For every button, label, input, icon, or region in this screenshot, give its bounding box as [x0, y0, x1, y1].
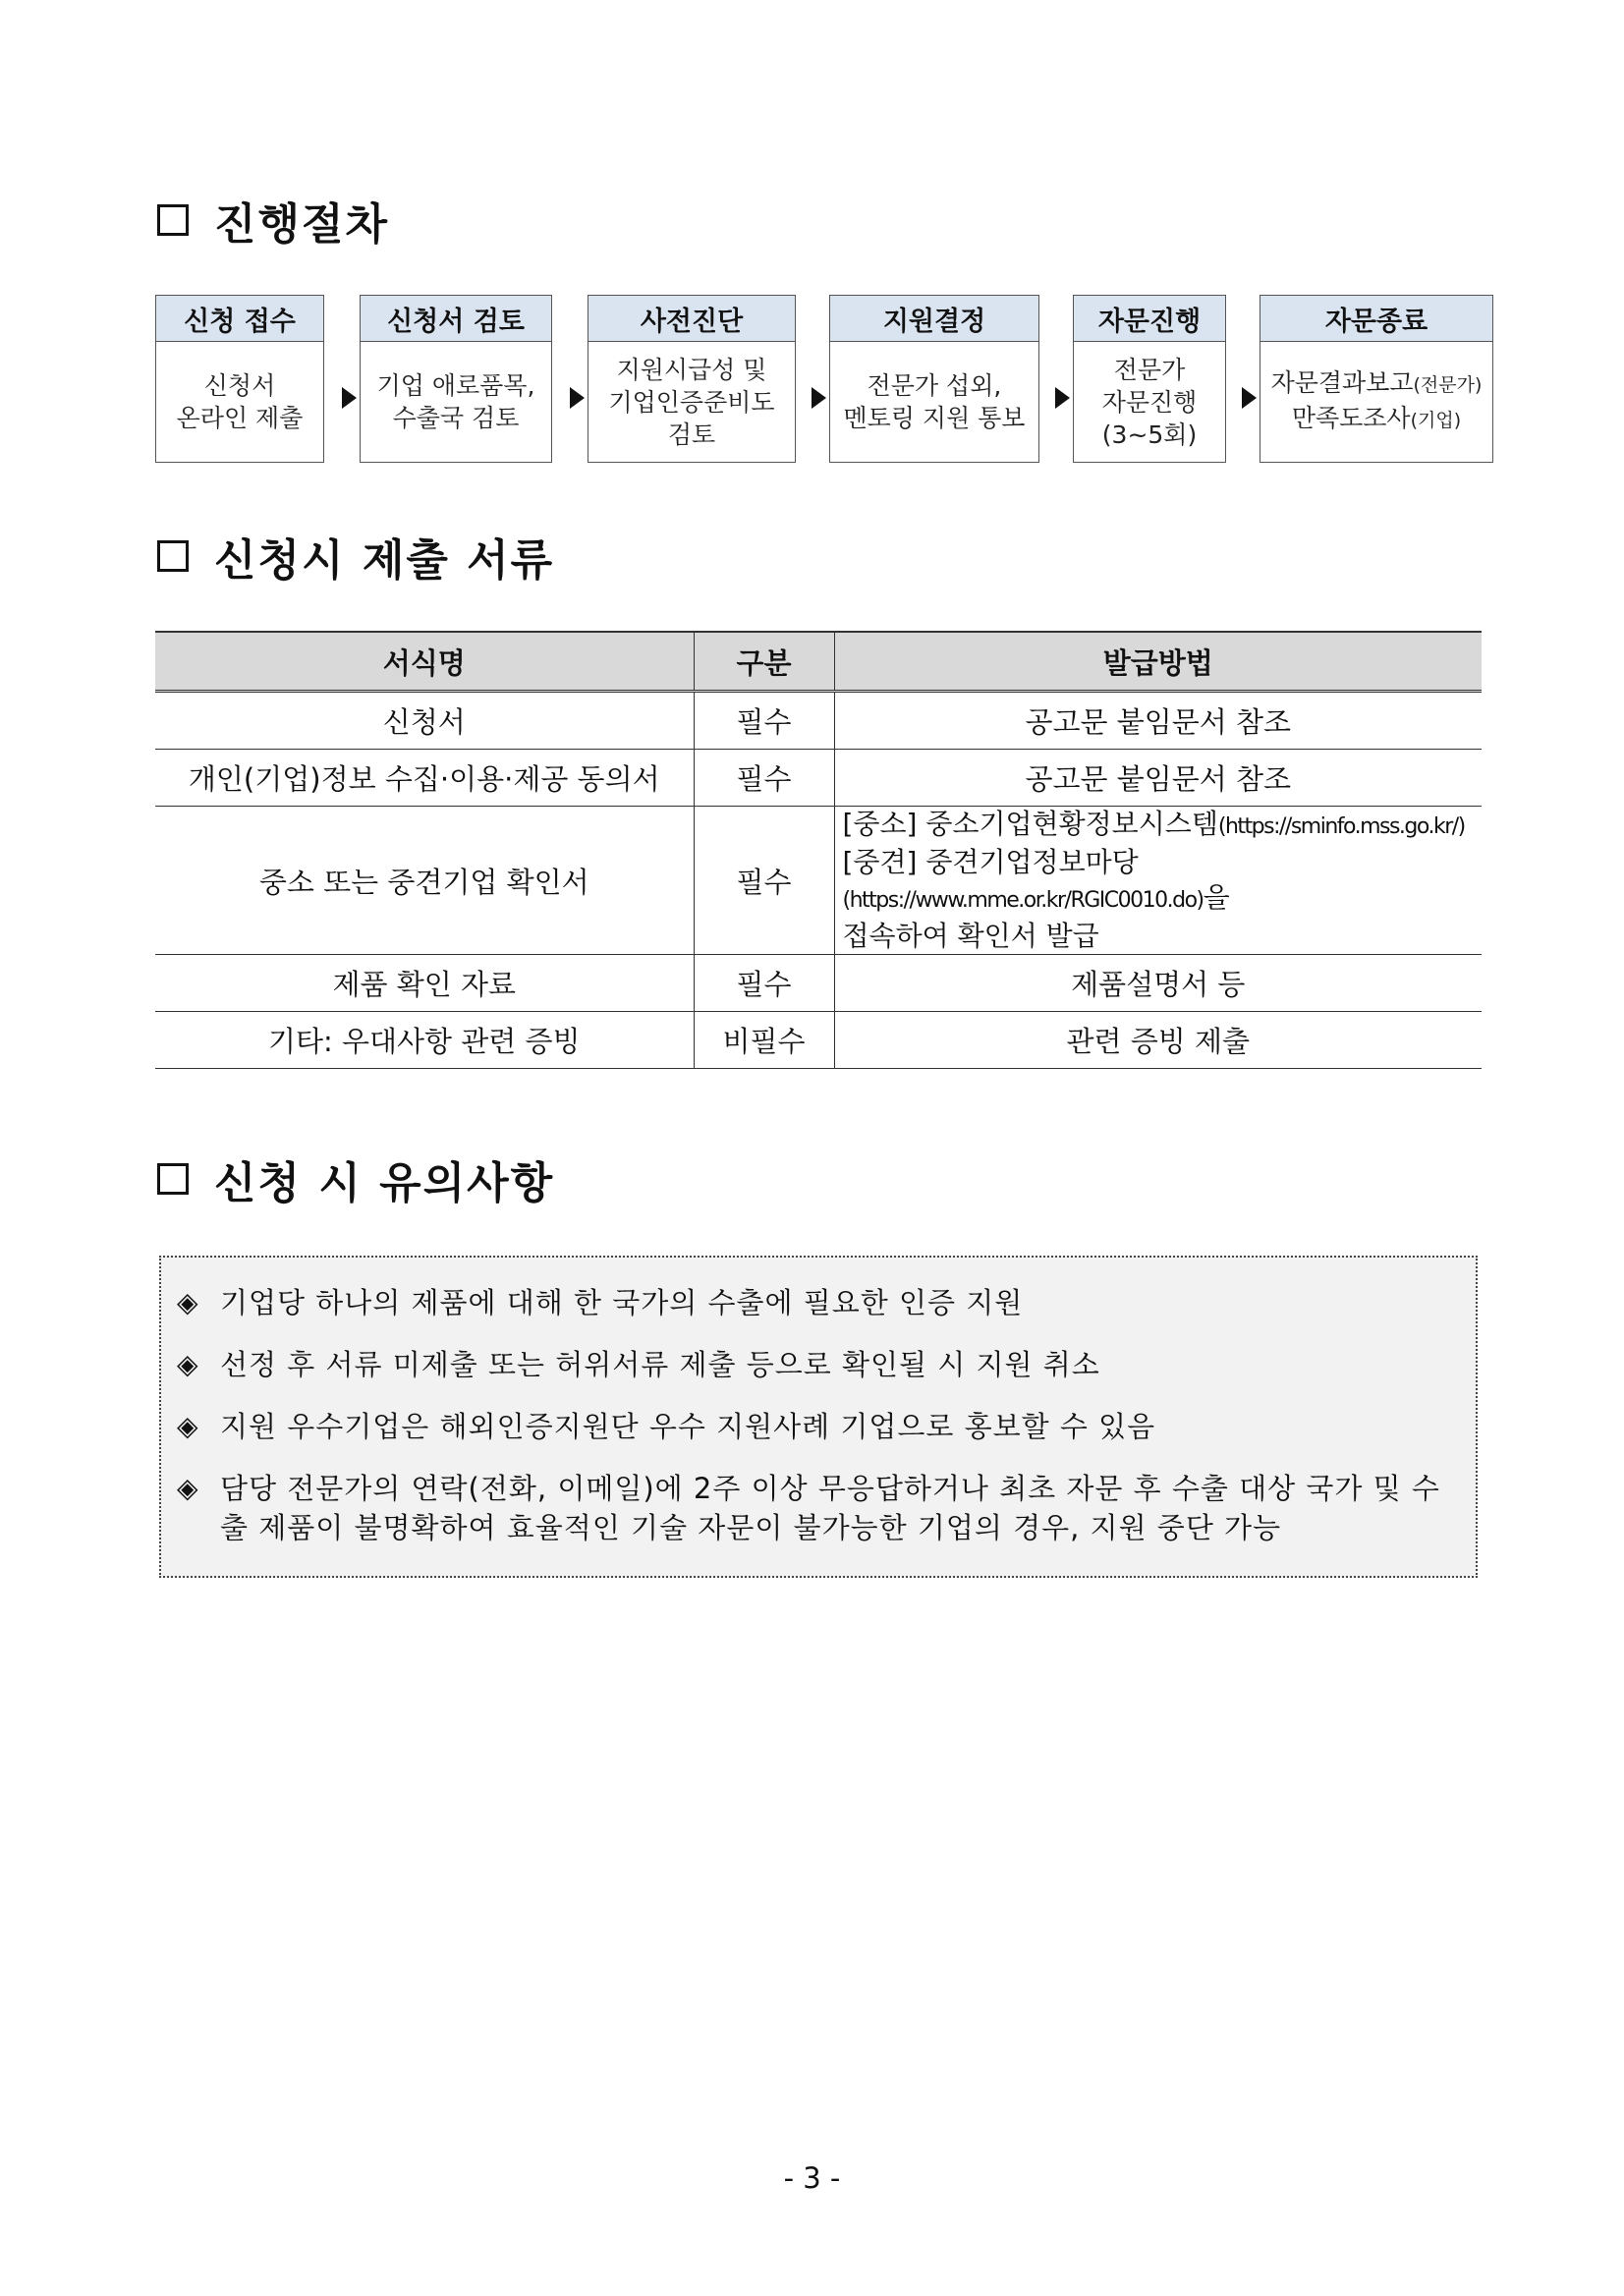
step-title: 사전진단 — [588, 296, 795, 342]
section-title-notes: 신청 시 유의사항 — [157, 1148, 554, 1210]
section-title-documents: 신청시 제출 서류 — [157, 525, 554, 588]
page-number: - 3 - — [783, 2161, 841, 2195]
issuance-method-cell: [중소] 중소기업현황정보시스템(https://sminfo.mss.go.kr/) [중견] 중견기업정보마당(https://www.mme.or.kr/RGIC0010.do)을 접속하여 확인서 발급 — [834, 807, 1482, 955]
diamond-bullet-icon: ◈ — [177, 1410, 199, 1442]
process-step-2 — [360, 295, 552, 463]
step-body: 신청서 온라인 제출 — [176, 371, 304, 432]
arrow-right-icon — [1055, 387, 1070, 409]
header-form-name: 서식명 — [155, 632, 694, 692]
sminfo-link[interactable]: (https://sminfo.mss.go.kr/) — [1217, 814, 1465, 839]
table-row: 개인(기업)정보 수집·이용·제공 동의서 필수 공고문 붙임문서 참조 — [155, 750, 1482, 807]
step-body: 지원시급성 및 기업인증준비도 검토 — [608, 355, 775, 449]
checkbox-square-icon — [157, 540, 189, 572]
step-title: 자문종료 — [1260, 296, 1492, 342]
table-row: 중소 또는 중견기업 확인서 필수 [중소] 중소기업현황정보시스템(https://sminfo.mss.go.kr/) [중견] 중견기업정보마당(https://www.mme.or.kr/RGIC0010.do)을 접속하여 확인서 발급 — [155, 807, 1482, 955]
diamond-bullet-icon: ◈ — [177, 1472, 199, 1504]
process-step-5 — [1073, 295, 1226, 463]
arrow-right-icon — [1242, 387, 1257, 409]
table-header-row — [155, 632, 1482, 692]
list-item: ◈ 기업당 하나의 제품에 대해 한 국가의 수출에 필요한 인증 지원 — [177, 1283, 1458, 1322]
step-body: 전문가 섭외, 멘토링 지원 통보 — [843, 371, 1026, 432]
process-step-1 — [155, 295, 324, 463]
step-title: 신청 접수 — [156, 296, 323, 342]
list-item: ◈ 지원 우수기업은 해외인증지원단 우수 지원사례 기업으로 홍보할 수 있음 — [177, 1407, 1458, 1446]
list-item: ◈ 담당 전문가의 연락(전화, 이메일)에 2주 이상 무응답하거나 최초 자문 후 수출 대상 국가 및 수출 제품이 불명확하여 효율적인 기술 자문이 불가능한 기업의 경우, 지원 중단 가능 — [177, 1469, 1458, 1547]
diamond-bullet-icon: ◈ — [177, 1286, 199, 1318]
step-body: 자문결과보고(전문가) 만족도조사(기업) — [1270, 368, 1483, 432]
table-row: 기타: 우대사항 관련 증빙 비필수 관련 증빙 제출 — [155, 1012, 1482, 1069]
checkbox-square-icon — [157, 1163, 189, 1195]
step-title: 지원결정 — [830, 296, 1038, 342]
process-step-6 — [1260, 295, 1493, 463]
header-type: 구분 — [694, 632, 834, 692]
header-method: 발급방법 — [834, 632, 1482, 692]
arrow-right-icon — [342, 387, 357, 409]
arrow-right-icon — [570, 387, 585, 409]
process-step-3 — [588, 295, 796, 463]
checkbox-square-icon — [157, 204, 189, 236]
table-row: 제품 확인 자료 필수 제품설명서 등 — [155, 955, 1482, 1012]
mme-link[interactable]: (https://www.mme.or.kr/RGIC0010.do) — [842, 888, 1204, 913]
list-item: ◈ 선정 후 서류 미제출 또는 허위서류 제출 등으로 확인될 시 지원 취소 — [177, 1345, 1458, 1384]
step-title: 신청서 검토 — [361, 296, 551, 342]
documents-table — [155, 631, 1482, 1069]
arrow-right-icon — [812, 387, 826, 409]
notes-box — [159, 1256, 1478, 1578]
step-title: 자문진행 — [1074, 296, 1225, 342]
process-step-4 — [829, 295, 1039, 463]
step-body: 기업 애로품목, 수출국 검토 — [376, 371, 535, 432]
table-row: 신청서 필수 공고문 붙임문서 참조 — [155, 692, 1482, 750]
step-body: 전문가 자문진행 (3~5회) — [1101, 355, 1198, 449]
diamond-bullet-icon: ◈ — [177, 1348, 199, 1380]
section-title-process: 진행절차 — [157, 189, 389, 252]
